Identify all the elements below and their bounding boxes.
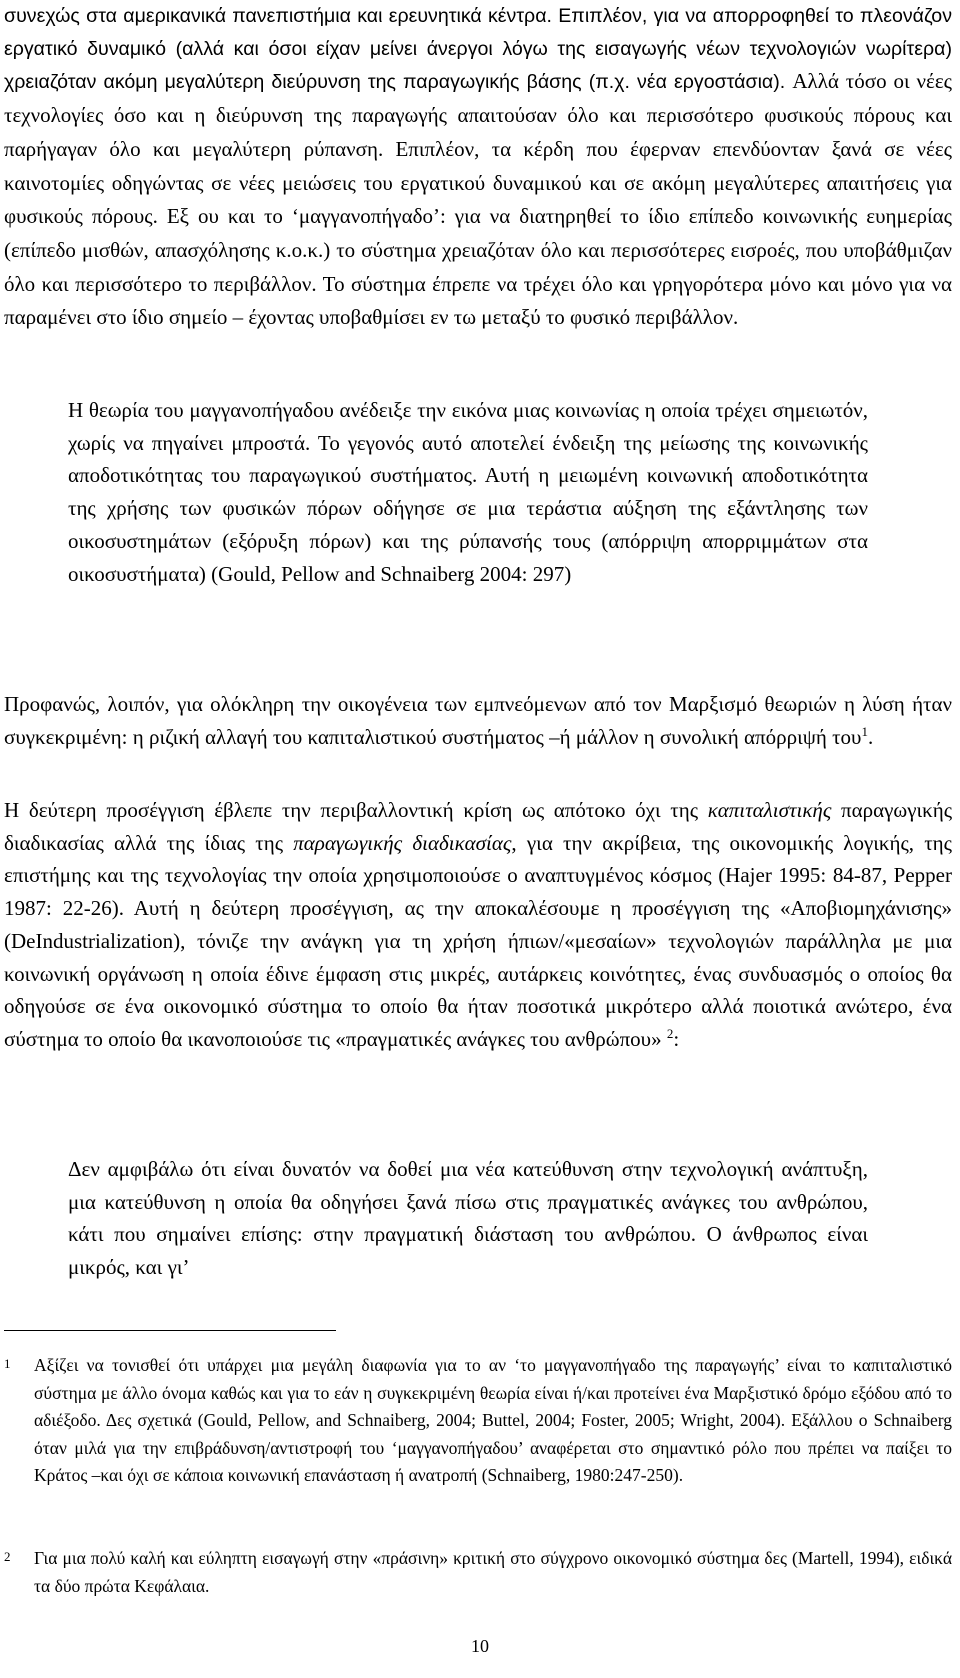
block-quote-1: Η θεωρία του μαγγανοπήγαδου ανέδειξε την εικόνα μιας κοινωνίας η οποία τρέχει σημειωτόν, χωρίς να πηγαίνει μπροστά. Το γεγονός αυτό αποτελεί ένδειξη της μείωσης της κοινωνικής αποδοτικότητας του παραγωγικού συστήματος. Αυτή η μειωμένη κοινωνική αποδοτικότητα της χρήσης των φυσικών πόρων οδήγησε σε μια τεράστια αύξηση της εξάντλησης των οικοσυστημάτων (εξόρυξη πόρων) και της ρύπανσής τους (απόρριψη απορριμμάτων στα οικοσυστήματα) (Gould, Pellow and Schnaiberg 2004: 297): [68, 398, 868, 586]
block-quote-2: Δεν αμφιβάλω ότι είναι δυνατόν να δοθεί μια νέα κατεύθυνση στην τεχνολογική ανάπτυξη, μια κατεύθυνση η οποία θα οδηγήσει ξανά πίσω στις πραγματικές ανάγκες του ανθρώπου, κάτι που σημαίνει επίσης: στην πραγματική διάσταση του ανθρώπου. Ο άνθρωπος είναι μικρός, και γι’: [68, 1157, 868, 1280]
page-number: 10: [471, 1636, 489, 1656]
footnote-1-number: 1: [4, 1356, 11, 1371]
paragraph-2-end: .: [867, 724, 874, 749]
paragraph-3-text-3: , για την ακρίβεια, της οικονομικής λογικής, της επιστήμης και της τεχνολογίας την οποία χρησιμοποιούσε ο αναπτυγμένος κόσμος (Hajer 1995: 84-87, Pepper 1987: 22-26). Αυτή η δεύτερη προσέγγιση, ας την αποκαλέσουμε η προσέγγιση της «Αποβιομηχάνισης» (DeIndustrialization), τόνιζε την ανάγκη για τη χρήση ήπιων/«μεσαίων» τεχνολογιών παράλληλα με μια κοινωνική οργάνωση η οποία έδινε έμφαση στις μικρές, αυτάρκεις κοινότητες, ένας συνδυασμός ο οποίος θα οδηγούσε σε ένα οικονομικό σύστημα το οποίο θα ήταν ποσοτικά μικρότερο αλλά ποιοτικά ανώτερο, ένα σύστημα το οποίο θα ικανοποιούσε τις «πραγματικές ανάγκες του ανθρώπου»: [4, 830, 952, 1051]
paragraph-3-end: :: [673, 1026, 680, 1051]
footnote-2: [4, 1545, 952, 1600]
footnote-2-text: Για μια πολύ καλή και εύληπτη εισαγωγή στην «πράσινη» κριτική στο σύγχρονο οικονομικό σύστημα δες (Martell, 1994), ειδικά τα δύο πρώτα Κεφάλαια.: [34, 1548, 952, 1596]
paragraph-3-italic-1: καπιταλιστικής: [707, 798, 832, 822]
paragraph-3-italic-2: παραγωγικής διαδικασίας: [293, 830, 512, 855]
footnote-divider: [4, 1330, 336, 1331]
paragraph-1-part-b: Αλλά τόσο οι νέες τεχνολογίες όσο και η διεύρυνση της παραγωγής απαιτούσαν όλο και περισσότερο φυσικούς πόρους και παρήγαγαν όλο και μεγαλύτερη ρύπανση. Επιπλέον, τα κέρδη που έφερναν επενδύονταν ξανά σε νέες καινοτομίες οδηγώντας σε νέες μειώσεις του εργατικού δυναμικού και σε ακόμη μεγαλύτερες απαιτήσεις για φυσικούς πόρους. Εξ ου και το ‘μαγγανοπήγαδο’: για να διατηρηθεί το ίδιο επίπεδο κοινωνικής ευημερίας (επίπεδο μισθών, απασχόλησης κ.ο.κ.) το σύστημα χρειαζόταν όλο και περισσότερες εισροές, που υποβάθμιζαν όλο και περισσότερο το περιβάλλον. Το σύστημα έπρεπε να τρέχει όλο και γρηγορότερα μόνο και μόνο για να παραμένει στο ίδιο σημείο – έχοντας υποβαθμίσει εν τω μεταξύ το φυσικό περιβάλλον.: [4, 69, 952, 330]
footnote-ref-1[interactable]: 1: [861, 723, 868, 739]
footnote-1-text: Αξίζει να τονισθεί ότι υπάρχει μια μεγάλη διαφωνία για το αν ‘το μαγγανοπήγαδο της παραγωγής’ είναι το καπιταλιστικό σύστημα με άλλο όνομα καθώς και για το εάν η συγκεκριμένη θεωρία είναι ή/και προτείνει ένα Μαρξιστικό δρόμο εξόδου από το αδιέξοδο. Δες σχετικά (Gould, Pellow, and Schnaiberg, 2004; Buttel, 2004; Foster, 2005; Wright, 2004). Εξάλλου ο Schnaiberg όταν μιλά για την επιβράδυνση/αντιστροφή του ‘μαγγανοπήγαδου’ αναφέρεται στο σημαντικό ρόλο που πρέπει να παίξει το Κράτος –και όχι σε κάποια κοινωνική επανάσταση ή ανατροπή (Schnaiberg, 1980:247-250).: [34, 1355, 952, 1485]
paragraph-3-text-2: παραγωγικής διαδικασίας αλλά της ίδιας της: [4, 798, 953, 855]
paragraph-1-part-a: συνεχώς στα αμερικανικά πανεπιστήμια και ερευνητικά κέντρα. Επιπλέον, για να απορροφηθεί το πλεονάζον εργατικό δυναμικό (αλλά και όσοι είχαν μείνει άνεργοι λόγω της εισαγωγής νέων τεχνολογιών νωρίτερα) χρειαζόταν ακόμη μεγαλύτερη διεύρυνση της παραγωγικής βάσης (π.χ. νέα εργοστάσια).: [4, 5, 952, 94]
body-paragraph-2: [4, 688, 952, 753]
footnote-2-number: 2: [4, 1549, 11, 1564]
footnote-ref-2[interactable]: 2: [666, 1025, 674, 1041]
footnote-1: [4, 1352, 952, 1490]
body-paragraph-3: [4, 794, 952, 1056]
body-paragraph-1: [4, 0, 952, 335]
paragraph-2-text: Προφανώς, λοιπόν, για ολόκληρη την οικογένεια των εμπνεόμενων από τον Μαρξισμό θεωριών η λύση ήταν συγκεκριμένη: η ριζική αλλαγή του καπιταλιστικού συστήματος –ή μάλλον η συνολική απόρριψή του: [4, 692, 952, 749]
paragraph-3-text-1: Η δεύτερη προσέγγιση έβλεπε την περιβαλλοντική κρίση ως απότοκο όχι της: [4, 798, 708, 822]
